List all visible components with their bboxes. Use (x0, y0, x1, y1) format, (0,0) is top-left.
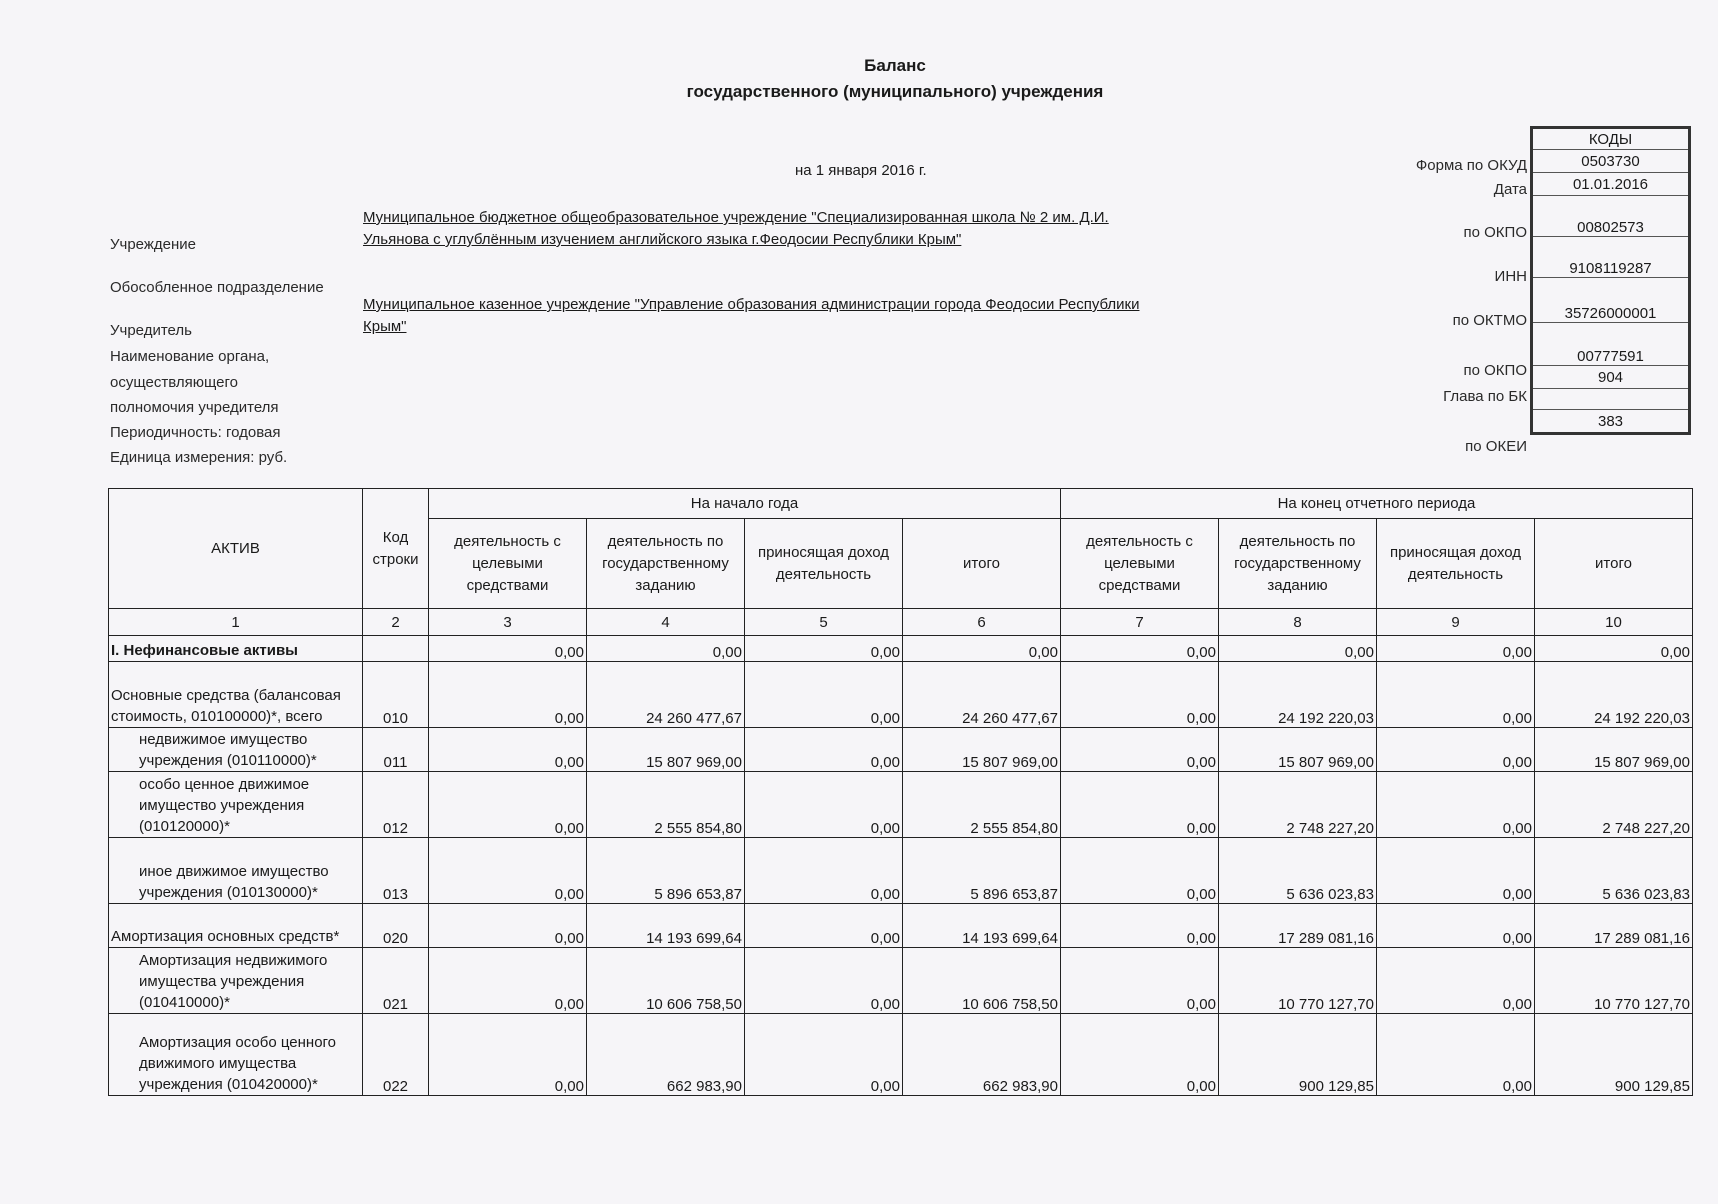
row-value: 24 192 220,03 (1219, 662, 1377, 728)
row-value: 0,00 (1061, 772, 1219, 838)
row-value: 0,00 (1061, 662, 1219, 728)
table-row (109, 838, 1693, 904)
row-code: 020 (363, 904, 429, 948)
code-okei: 383 (1532, 410, 1690, 434)
row-value: 15 807 969,00 (903, 728, 1061, 772)
report-date: на 1 января 2016 г. (795, 162, 927, 179)
row-value: 0,00 (745, 728, 903, 772)
document-subtitle: государственного (муниципального) учреждения (686, 82, 1104, 101)
row-value: 2 555 854,80 (903, 772, 1061, 838)
label-founder: Учредитель (110, 322, 192, 339)
institution-name-line1: Муниципальное бюджетное общеобразовательное учреждение "Специализированная школа № 2 им. Д.И. (363, 209, 1109, 226)
row-code: 011 (363, 728, 429, 772)
column-number: 8 (1219, 609, 1377, 636)
table-row (109, 728, 1693, 772)
label-okei: по ОКЕИ (1465, 438, 1527, 455)
row-value: 0,00 (429, 904, 587, 948)
header-code: Код строки (363, 489, 429, 609)
header-target-start: деятельность с целевыми средствами (429, 519, 587, 609)
row-value: 900 129,85 (1535, 1014, 1693, 1096)
label-subdivision: Обособленное подразделение (110, 279, 324, 296)
row-code: 010 (363, 662, 429, 728)
table-row (109, 636, 1693, 662)
label-organ-2: осуществляющего (110, 374, 238, 391)
label-organ-3: полномочия учредителя (110, 399, 279, 416)
column-number: 9 (1377, 609, 1535, 636)
document-title: Баланс (864, 56, 926, 75)
row-value: 2 748 227,20 (1219, 772, 1377, 838)
row-value: 14 193 699,64 (587, 904, 745, 948)
row-code: 012 (363, 772, 429, 838)
founder-name-line1: Муниципальное казенное учреждение "Управление образования администрации города Феодосии Республики (363, 296, 1140, 313)
row-value: 0,00 (429, 636, 587, 662)
row-name: Основные средства (балансовая стоимость, 010100000)*, всего (109, 662, 363, 728)
label-periodicity: Периодичность: годовая (110, 424, 281, 441)
row-value: 15 807 969,00 (587, 728, 745, 772)
row-value: 0,00 (1061, 904, 1219, 948)
table-row (109, 772, 1693, 838)
row-name: Амортизация особо ценного движимого имущества учреждения (010420000)* (109, 1014, 363, 1096)
row-value: 24 260 477,67 (903, 662, 1061, 728)
row-name: Амортизация недвижимого имущества учреждения (010410000)* (109, 948, 363, 1014)
row-value: 0,00 (745, 838, 903, 904)
header-state-end: деятельность по государственному заданию (1219, 519, 1377, 609)
row-value: 24 192 220,03 (1535, 662, 1693, 728)
row-name: недвижимое имущество учреждения (010110000)* (109, 728, 363, 772)
row-value: 2 748 227,20 (1535, 772, 1693, 838)
codes-box (1530, 126, 1691, 435)
code-okpo: 00802573 (1532, 196, 1690, 237)
row-name: особо ценное движимое имущество учреждения (010120000)* (109, 772, 363, 838)
row-name: Амортизация основных средств* (109, 904, 363, 948)
row-value: 15 807 969,00 (1535, 728, 1693, 772)
header-income-start: приносящая доход деятельность (745, 519, 903, 609)
row-value: 900 129,85 (1219, 1014, 1377, 1096)
code-bk: 904 (1532, 366, 1690, 389)
row-value: 0,00 (1061, 1014, 1219, 1096)
header-start-of-year: На начало года (429, 489, 1061, 519)
row-value: 0,00 (1377, 904, 1535, 948)
row-value: 5 636 023,83 (1535, 838, 1693, 904)
row-value: 0,00 (1061, 728, 1219, 772)
row-value: 0,00 (745, 904, 903, 948)
row-value: 0,00 (429, 662, 587, 728)
row-value: 0,00 (1061, 636, 1219, 662)
institution-name-line2: Ульянова с углублённым изучением английского языка г.Феодосии Республики Крым" (363, 231, 962, 248)
row-value: 0,00 (429, 838, 587, 904)
code-okpo2: 00777591 (1532, 323, 1690, 366)
column-number: 2 (363, 609, 429, 636)
row-value: 662 983,90 (587, 1014, 745, 1096)
column-number: 7 (1061, 609, 1219, 636)
row-value: 10 606 758,50 (903, 948, 1061, 1014)
label-organ-1: Наименование органа, (110, 348, 270, 365)
row-value: 0,00 (745, 636, 903, 662)
table-row (109, 948, 1693, 1014)
row-value: 5 896 653,87 (903, 838, 1061, 904)
label-bk: Глава по БК (1443, 388, 1527, 405)
table-row (109, 904, 1693, 948)
row-value: 662 983,90 (903, 1014, 1061, 1096)
row-value: 0,00 (1377, 838, 1535, 904)
header-state-start: деятельность по государственному заданию (587, 519, 745, 609)
row-value: 10 770 127,70 (1219, 948, 1377, 1014)
label-oktmo: по ОКТМО (1452, 312, 1527, 329)
column-number: 6 (903, 609, 1061, 636)
label-okud: Форма по ОКУД (1415, 157, 1527, 174)
row-value: 15 807 969,00 (1219, 728, 1377, 772)
row-value: 10 770 127,70 (1535, 948, 1693, 1014)
label-inn: ИНН (1494, 268, 1527, 285)
row-value: 5 636 023,83 (1219, 838, 1377, 904)
row-value: 0,00 (429, 772, 587, 838)
row-value: 0,00 (1377, 662, 1535, 728)
header-aktiv: АКТИВ (109, 489, 363, 609)
row-value: 0,00 (429, 1014, 587, 1096)
row-value: 0,00 (1377, 948, 1535, 1014)
table-row (109, 1014, 1693, 1096)
row-value: 0,00 (745, 1014, 903, 1096)
row-value: 17 289 081,16 (1219, 904, 1377, 948)
header-total-end: итого (1535, 519, 1693, 609)
codes-header: КОДЫ (1532, 128, 1690, 150)
column-number: 10 (1535, 609, 1693, 636)
label-date: Дата (1493, 181, 1527, 198)
code-date: 01.01.2016 (1532, 173, 1690, 196)
row-value: 14 193 699,64 (903, 904, 1061, 948)
row-value: 0,00 (1377, 636, 1535, 662)
header-total-start: итого (903, 519, 1061, 609)
row-value: 0,00 (745, 662, 903, 728)
row-name: I. Нефинансовые активы (109, 636, 363, 662)
row-code: 021 (363, 948, 429, 1014)
row-value: 0,00 (587, 636, 745, 662)
row-value: 2 555 854,80 (587, 772, 745, 838)
row-value: 0,00 (1377, 728, 1535, 772)
row-value: 0,00 (1219, 636, 1377, 662)
code-oktmo: 35726000001 (1532, 278, 1690, 323)
label-unit: Единица измерения: руб. (110, 449, 288, 466)
table-row (109, 662, 1693, 728)
column-number: 1 (109, 609, 363, 636)
label-okpo: по ОКПО (1463, 224, 1527, 241)
column-number: 5 (745, 609, 903, 636)
header-target-end: деятельность с целевыми средствами (1061, 519, 1219, 609)
row-value: 0,00 (429, 728, 587, 772)
code-inn: 9108119287 (1532, 237, 1690, 278)
code-empty (1532, 389, 1690, 410)
label-okpo2: по ОКПО (1463, 362, 1527, 379)
code-okud: 0503730 (1532, 150, 1690, 173)
row-value: 0,00 (1377, 772, 1535, 838)
label-institution: Учреждение (110, 236, 196, 253)
column-number: 4 (587, 609, 745, 636)
row-value: 10 606 758,50 (587, 948, 745, 1014)
row-value: 0,00 (745, 948, 903, 1014)
founder-name-line2: Крым" (363, 318, 407, 335)
row-code: 022 (363, 1014, 429, 1096)
row-code: 013 (363, 838, 429, 904)
row-value: 5 896 653,87 (587, 838, 745, 904)
row-value: 0,00 (903, 636, 1061, 662)
row-value: 0,00 (429, 948, 587, 1014)
row-name: иное движимое имущество учреждения (010130000)* (109, 838, 363, 904)
row-value: 24 260 477,67 (587, 662, 745, 728)
row-code (363, 636, 429, 662)
row-value: 0,00 (1061, 948, 1219, 1014)
column-number: 3 (429, 609, 587, 636)
row-value: 17 289 081,16 (1535, 904, 1693, 948)
column-numbers-row (109, 609, 1693, 636)
header-end-of-period: На конец отчетного периода (1061, 489, 1693, 519)
row-value: 0,00 (745, 772, 903, 838)
row-value: 0,00 (1535, 636, 1693, 662)
header-income-end: приносящая доход деятельность (1377, 519, 1535, 609)
balance-table (108, 488, 1693, 1096)
row-value: 0,00 (1377, 1014, 1535, 1096)
row-value: 0,00 (1061, 838, 1219, 904)
